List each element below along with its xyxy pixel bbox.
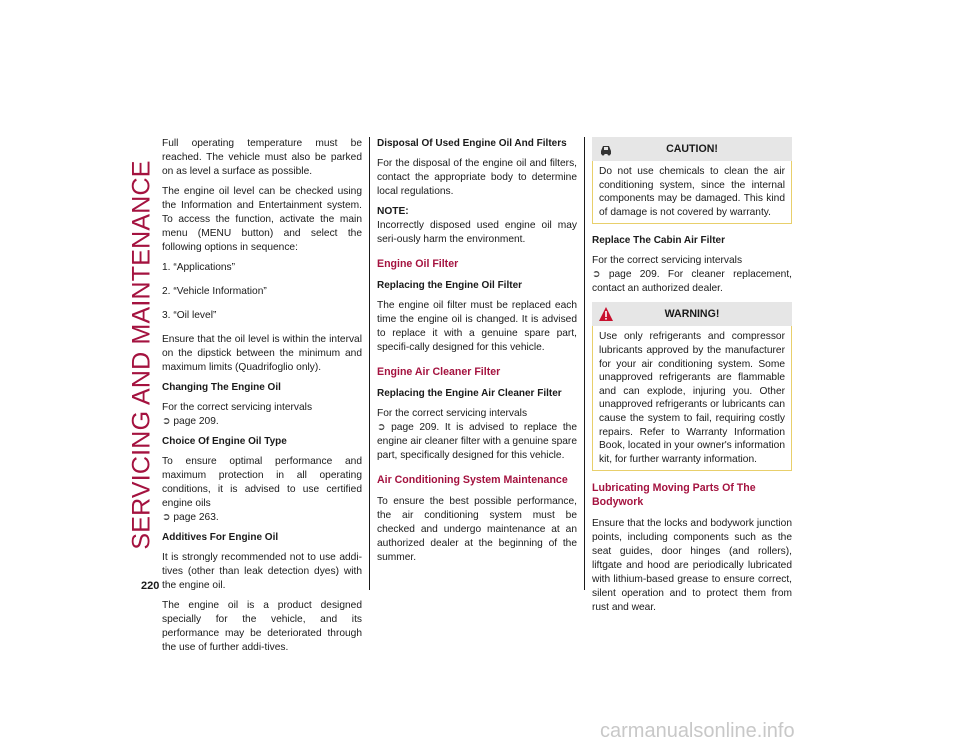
chapter-title-text: SERVICING AND MAINTENANCE	[127, 160, 156, 550]
paragraph: The engine oil level can be checked using the Information and Entertainment system. To access the function, activate the main menu (MENU button) and select the following options in sequence:	[162, 186, 362, 253]
text: To ensure optimal performance and maximum protection in all operating conditions, it is advised to use certified engine oils	[162, 456, 362, 509]
note-text: Incorrectly disposed used engine oil may seri-ously harm the environment.	[377, 220, 577, 245]
list-item: 1. “Applications”	[162, 262, 236, 273]
menu-sequence-list	[162, 261, 362, 323]
warning-box	[592, 302, 792, 471]
column-3	[592, 137, 792, 621]
caution-header	[592, 137, 792, 161]
list-item: 2. “Vehicle Information”	[162, 286, 267, 297]
subheading-replace-oil-filter: Replacing the Engine Oil Filter	[377, 280, 523, 291]
watermark: carmanualsonline.info	[600, 720, 795, 742]
arrow-reference-icon: ➲	[377, 422, 386, 433]
column-2	[377, 137, 577, 571]
car-caution-icon	[598, 141, 614, 157]
column-divider	[369, 137, 370, 590]
warning-body	[592, 326, 792, 471]
paragraph: For the disposal of the engine oil and filters, contact the appropriate body to determine local regulations.	[377, 158, 577, 197]
paragraph	[592, 254, 792, 296]
note-label: NOTE:	[377, 206, 409, 217]
paragraph: To ensure the best possible performance, the air conditioning system must be checked and undergo maintenance at an authorized dealer at the beginning of the summer.	[377, 496, 577, 563]
section-heading-air-cleaner: Engine Air Cleaner Filter	[377, 366, 501, 378]
arrow-reference-icon: ➲	[162, 512, 171, 523]
paragraph	[162, 455, 362, 525]
arrow-reference-icon: ➲	[162, 416, 171, 427]
section-heading-oil-filter: Engine Oil Filter	[377, 258, 459, 270]
subheading-changing-oil: Changing The Engine Oil	[162, 382, 281, 393]
column-divider	[584, 137, 585, 590]
caution-title: CAUTION!	[666, 143, 718, 155]
section-heading-air-conditioning: Air Conditioning System Maintenance	[377, 474, 568, 486]
caution-text: Do not use chemicals to clean the air conditioning system, since the internal components may be damaged. This kind of damage is not covered by warranty.	[599, 166, 785, 218]
warning-text: Use only refrigerants and compressor lubricants approved by the manufacturer for your air conditioning system. Some unapproved refrigerants are flammable and can explode, injuring you. Other unapproved refrigerants or lubricants can cause the system to fail, requiring costly repairs. Refer to Warranty Information Book, located in your owner's information kit, for further warranty information.	[599, 331, 785, 465]
paragraph: Ensure that the locks and bodywork junction points, including components such as the seat guides, door hinges (and rollers), liftgate and hood are periodically lubricated with lithium-based grease to ensure correct, silent operation and to protect them from rust and wear.	[592, 518, 792, 614]
column-1	[162, 137, 362, 661]
paragraph: It is strongly recommended not to use addi-tives (other than leak detection dyes) with the engine oil.	[162, 552, 362, 591]
subheading-oil-type: Choice Of Engine Oil Type	[162, 436, 287, 447]
paragraph: The engine oil filter must be replaced each time the engine oil is changed. It is advised to replace it with a genuine spare part, specifi-cally designed for this vehicle.	[377, 300, 577, 353]
section-heading-lubricating: Lubricating Moving Parts Of The Bodywork	[592, 482, 756, 509]
page-reference-link[interactable]: page 263.	[173, 512, 219, 523]
page-reference-link[interactable]: page 209.	[173, 416, 219, 427]
warning-title: WARNING!	[664, 308, 720, 321]
arrow-reference-icon: ➲	[592, 269, 601, 281]
warning-triangle-icon	[598, 306, 614, 322]
list-item: 3. “Oil level”	[162, 310, 217, 321]
subheading-additives: Additives For Engine Oil	[162, 532, 279, 543]
paragraph	[162, 401, 362, 429]
caution-body	[592, 161, 792, 224]
text: For the correct servicing intervals	[162, 402, 313, 413]
subheading-disposal: Disposal Of Used Engine Oil And Filters	[377, 138, 567, 149]
page-reference-link[interactable]: page 209. It is advised to replace the engine air cleaner filter with a genuine spare part, specifically designed for this vehicle.	[377, 422, 577, 461]
chapter-side-title	[127, 140, 157, 570]
page-number: 220	[141, 580, 160, 592]
paragraph: The engine oil is a product designed specially for the vehicle, and its performance may be deteriorated through the use of further addi-tives.	[162, 600, 362, 653]
paragraph	[377, 407, 577, 463]
warning-header	[592, 302, 792, 326]
subheading-replace-air-filter: Replacing the Engine Air Cleaner Filter	[377, 388, 562, 399]
page-reference-link[interactable]: page 209. For cleaner replacement, contact an authorized dealer.	[592, 269, 792, 295]
paragraph: Ensure that the oil level is within the interval on the dipstick between the minimum and maximum limits (Quadrifoglio only).	[162, 334, 362, 373]
text: For the correct servicing intervals	[377, 408, 528, 419]
paragraph: Full operating temperature must be reached. The vehicle must also be parked on as level a surface as possible.	[162, 138, 362, 177]
subheading-cabin-filter: Replace The Cabin Air Filter	[592, 235, 725, 247]
text: For the correct servicing intervals	[592, 255, 743, 267]
caution-box	[592, 137, 792, 224]
